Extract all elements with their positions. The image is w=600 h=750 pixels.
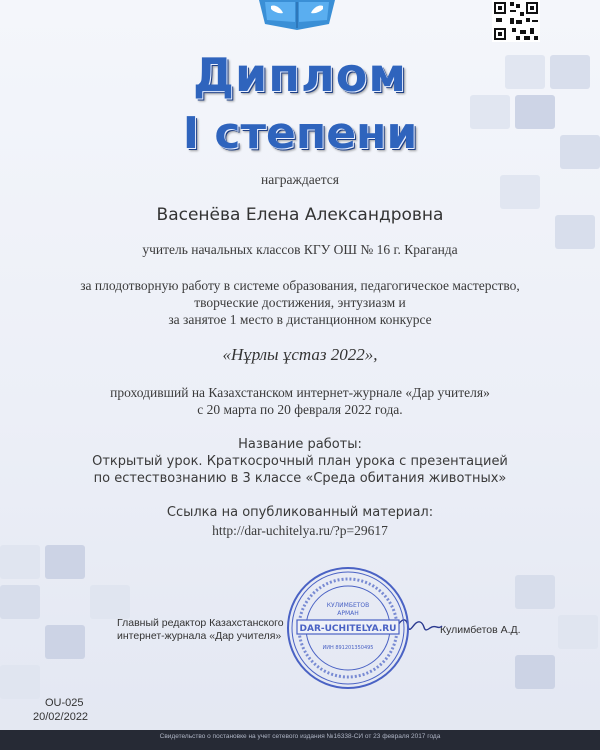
bg-tile xyxy=(0,585,40,619)
bg-tile xyxy=(0,545,40,579)
awarded-label: награждается xyxy=(261,172,339,187)
stamp-name-2: АРМАН xyxy=(337,610,359,617)
material-link[interactable]: http://dar-uchitelya.ru/?p=29617 xyxy=(212,523,388,538)
editor-title-line-1: Главный редактор Казахстанского xyxy=(117,617,284,629)
bg-tile xyxy=(515,575,555,609)
reason-line-2: творческие достижения, энтузиазм и xyxy=(194,295,406,310)
reason-line-3: за занятое 1 место в дистанционном конкурсе xyxy=(168,312,432,327)
work-title-line-2: по естествознанию в 3 классе «Среда обитания животных» xyxy=(93,471,507,486)
signer-name: Кулимбетов А.Д. xyxy=(440,624,521,636)
stamp-name-1: КУЛИМБЕТОВ xyxy=(326,602,370,609)
diploma-title: Диплом xyxy=(193,48,407,102)
registration-note: Свидетельство о постановке на учет сетевого издания №16338-СИ от 23 февраля 2017 года xyxy=(159,733,441,740)
qr-code xyxy=(492,0,540,42)
stamp-center-text: DAR-UCHITELYA.RU xyxy=(299,624,397,634)
bg-tile xyxy=(515,655,555,689)
bg-tile xyxy=(45,625,85,659)
diploma-degree: I степени xyxy=(182,108,418,159)
document-date: 20/02/2022 xyxy=(33,711,89,723)
recipient-position: учитель начальных классов КГУ ОШ № 16 г. Краганда xyxy=(142,242,458,257)
journal-logo xyxy=(257,0,337,30)
work-label: Название работы: xyxy=(238,437,362,452)
link-label: Ссылка на опубликованный материал: xyxy=(166,505,434,520)
official-stamp xyxy=(285,565,411,691)
reason-line-1: за плодотворную работу в системе образования, педагогическое мастерство, xyxy=(80,278,520,293)
editor-title-line-2: интернет-журнала «Дар учителя» xyxy=(117,630,282,642)
bg-tile xyxy=(45,545,85,579)
contest-venue: проходивший на Казахстанском интернет-журнале «Дар учителя» xyxy=(110,385,490,400)
work-title-line-1: Открытый урок. Краткосрочный план урока с презентацией xyxy=(92,454,508,469)
bg-tile xyxy=(558,615,598,649)
document-code: OU-025 xyxy=(45,697,84,709)
bg-tile xyxy=(0,665,40,699)
bg-tile xyxy=(90,585,130,619)
stamp-iin: ИИН 891201350495 xyxy=(322,645,374,651)
contest-name: «Нұрлы ұстаз 2022», xyxy=(222,345,378,364)
recipient-name: Васенёва Елена Александровна xyxy=(156,205,444,225)
contest-dates: с 20 марта по 20 февраля 2022 года. xyxy=(197,402,403,417)
